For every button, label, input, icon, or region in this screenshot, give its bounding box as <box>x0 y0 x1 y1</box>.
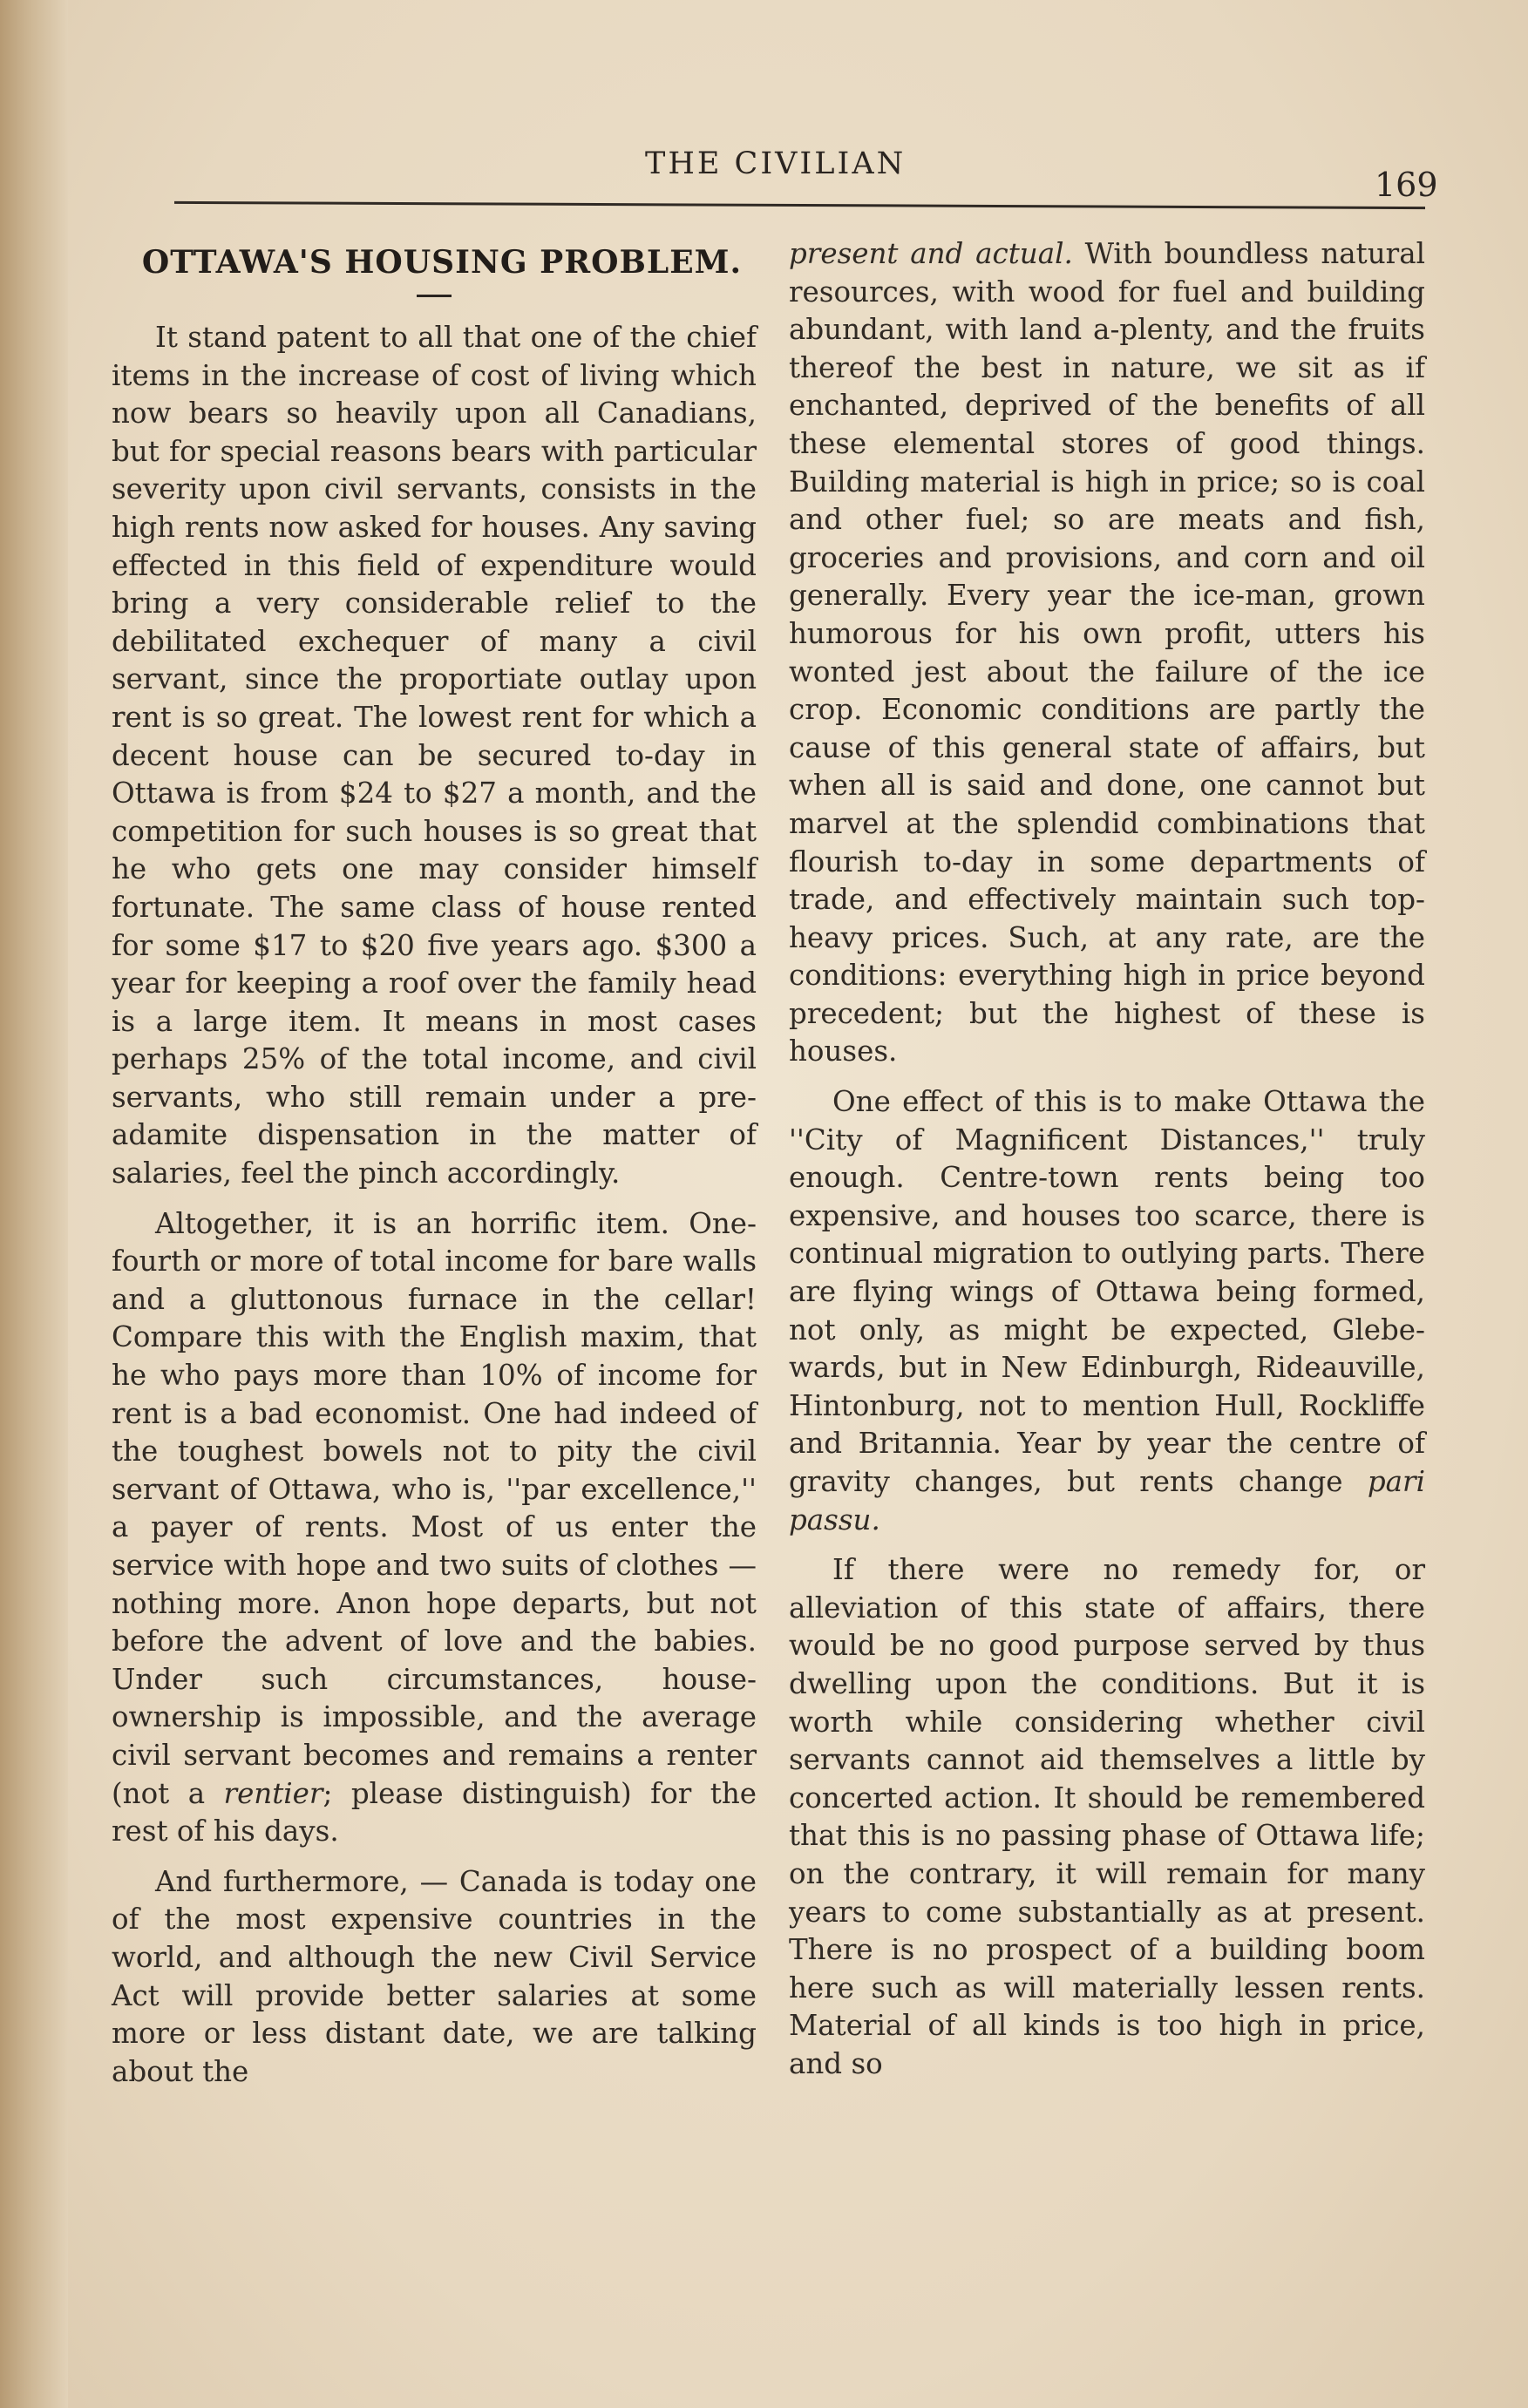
article-headline: OTTAWA'S HOUSING PROBLEM. <box>141 244 743 281</box>
paragraph-6: If there were no remedy for, or alleviation of this state of affairs, there would be no good purpose served by thus dwelling upon the conditions. But it is worth while considering whether civil servants cannot aid themselves a little by concerted action. It should be remembered that this is no passing phase of Ottawa life; on the contrary, it will remain for many years to come substantially as at present. There is no prospect of a building boom here such as will materially lessen rents. Material of all kinds is too high in price, and so <box>789 1553 1425 2080</box>
journal-title: THE CIVILIAN <box>645 146 907 181</box>
paragraph-2 <box>112 1205 757 1851</box>
paragraph-4-text: With boundless natural resources, with wood for fuel and building abundant, with land a-plenty, and the fruits thereof the best in nature, we sit as if enchanted, deprived of the benefits of all these elemental stores of good things. Building material is high in price; so is coal and other fuel; so are meats and fish, groceries and provisions, and corn and oil generally. Every year the ice-man, grown humorous for his own profit, utters his wonted jest about the failure of the ice crop. Economic conditions are partly the cause of this general state of affairs, but when all is said and done, one cannot but marvel at the splendid combinations that flourish to-day in some departments of trade, and effectively maintain such top-heavy prices. Such, at any rate, are the conditions: everything high in price beyond precedent; but the highest of these is houses. <box>789 237 1425 1068</box>
rentier-italic: rentier <box>223 1776 323 1810</box>
paragraph-1: It stand patent to all that one of the chief items in the increase of cost of living which now bears so heavily upon all Canadians, but for special reasons bears with particular severity upon civil servants, consists in the high rents now asked for houses. Any saving effected in this field of expenditure would bring a very considerable relief to the debilitated exchequer of many a civil servant, since the proportiate outlay upon rent is so great. The lowest rent for which a decent house can be secured to-day in Ottawa is from $24 to $27 a month, and the competition for such houses is so great that he who gets one may consider himself fortunate. The same class of house rented for some $17 to $20 five years ago. $300 a year for keeping a roof over the family head is a large item. It means in most cases perhaps 25% of the total income, and civil servants, who still remain under a pre-adamite dispensation in the matter of salaries, feel the pinch accordingly. <box>112 321 757 1190</box>
paragraph-3: And furthermore, — Canada is today one of the most expensive countries in the world, and although the new Civil Service Act will provide better salaries at some more or less distant date, we are talking about the <box>112 1864 757 2088</box>
paragraph-2-text: Altogether, it is an horrific item. One-fourth or more of total income for bare walls and a gluttonous furnace in the cellar! Compare this with the English maxim, that he who pays more than 10% of income for rent is a bad economist. One had indeed of the toughest bowels not to pity the civil servant of Ottawa, who is, ''par excellence,'' a payer of rents. Most of us enter the service with hope and two suits of clothes — nothing more. Anon hope departs, but not before the advent of love and the babies. Under such circumstances, house-ownership is impossible, and the average civil servant becomes and remains a renter (not a <box>112 1206 757 1810</box>
pari-passu-italic: pari passu. <box>789 1465 1425 1536</box>
paragraph-5-text: One effect of this is to make Ottawa the ''City of Magnificent Distances,'' truly enough. Centre-town rents being too expensive, and houses too scarce, there is continual migration to outlying parts. There are flying wings of Ottawa being formed, not only, as might be expected, Glebe-wards, but in New Edinburgh, Rideauville, Hintonburg, not to mention Hull, Rockliffe and Britannia. Year by year the centre of gravity changes, but rents change <box>789 1085 1425 1498</box>
left-column <box>112 235 757 2091</box>
paragraph-4 <box>789 235 1425 1071</box>
paragraph-5 <box>789 1083 1425 1539</box>
paragraph-2-tail: ; please distinguish) for the rest of his days. <box>112 1776 757 1848</box>
page-number: 169 <box>1375 166 1438 204</box>
present-and-actual-italic: present and actual. <box>789 237 1073 270</box>
binding-edge <box>0 0 68 2408</box>
headline-divider <box>112 282 757 314</box>
page-header <box>0 146 1528 204</box>
right-column <box>789 235 1425 2084</box>
